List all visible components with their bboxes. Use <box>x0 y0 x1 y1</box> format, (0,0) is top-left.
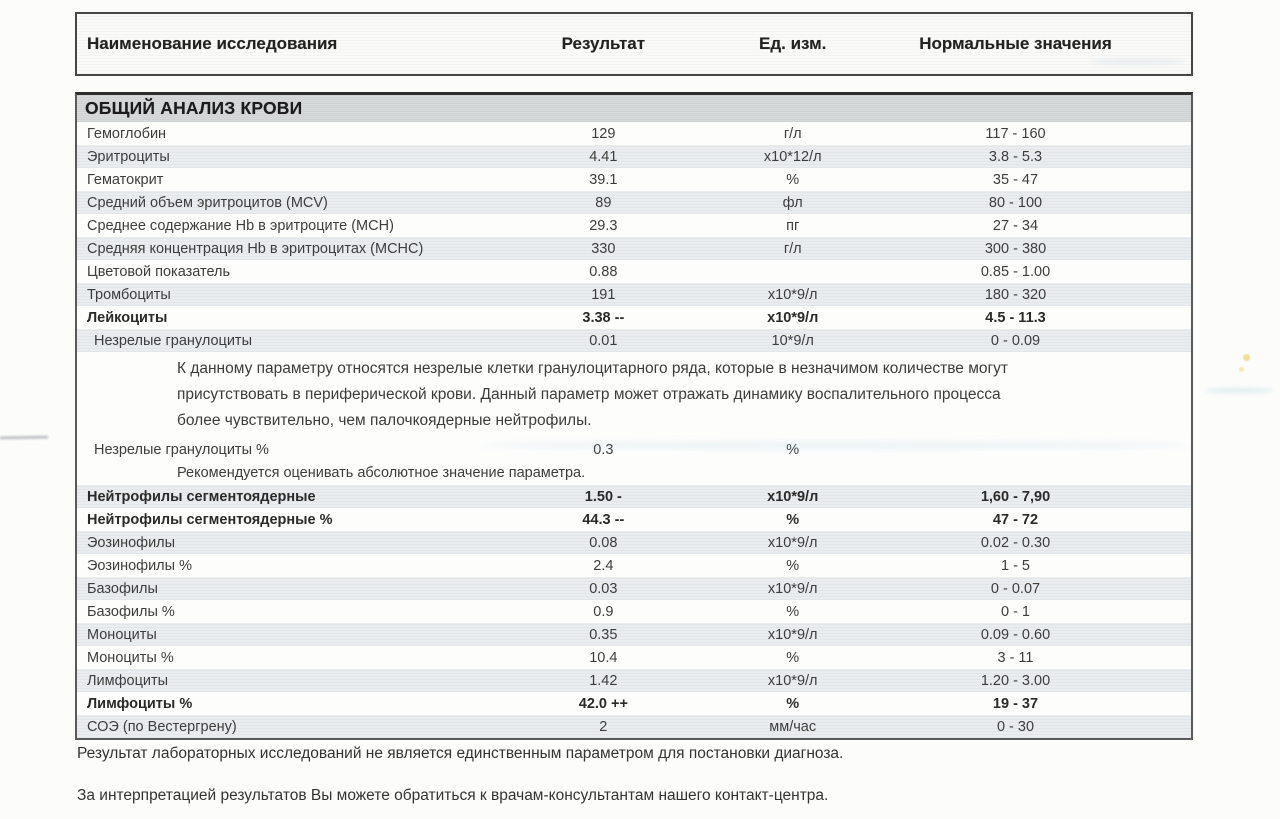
cell-result: 2 <box>599 718 608 735</box>
cell-name: Лейкоциты <box>87 309 168 326</box>
table-row <box>77 122 1191 145</box>
table-row <box>77 485 1191 508</box>
table-row <box>77 329 1191 352</box>
cell-result: 0.9 <box>593 603 614 620</box>
cell-name: Базофилы <box>87 580 158 597</box>
cell-result: 330 <box>591 240 616 257</box>
cell-normal: 47 - 72 <box>992 511 1039 528</box>
cell-units: фл <box>782 194 803 211</box>
cell-normal: 0 - 0.09 <box>990 332 1041 349</box>
cell-units: х10*12/л <box>763 148 822 165</box>
cell-result: 0.01 <box>589 332 618 349</box>
cell-units: г/л <box>783 125 802 142</box>
cell-name: Незрелые гранулоциты <box>94 332 252 349</box>
cell-name: Цветовой показатель <box>87 263 231 280</box>
cell-units: % <box>786 695 800 712</box>
cell-name: Гемоглобин <box>87 125 167 142</box>
table-row <box>77 692 1191 715</box>
cell-name: Средний объем эритроцитов (MCV) <box>87 194 328 211</box>
cell-normal: 27 - 34 <box>992 217 1039 234</box>
cell-result: 1.50 - <box>584 488 622 505</box>
cell-normal: 117 - 160 <box>985 125 1046 142</box>
table-row <box>77 145 1191 168</box>
cell-result: 0.35 <box>589 626 618 643</box>
cell-name: Лимфоциты <box>87 672 169 689</box>
cell-result: 0.88 <box>589 263 618 280</box>
cell-name: Эозинофилы % <box>87 557 192 574</box>
note-row: К данному параметру относятся незрелые клетки гранулоцитарного ряда, которые в незначимом количестве могут присутствовать в периферической крови. Данный параметр может отражать динамику воспалительного процесса более чувствительно, чем палочкоядерные нейтрофилы. <box>177 360 1009 429</box>
cell-normal: 1.20 - 3.00 <box>980 672 1051 689</box>
scan-artifact-wisp <box>1205 388 1273 393</box>
cell-result: 129 <box>591 125 616 142</box>
cell-normal: 3 - 11 <box>997 649 1034 666</box>
cell-units: мм/час <box>769 718 817 735</box>
cell-result: 0.03 <box>589 580 618 597</box>
table-row <box>77 531 1191 554</box>
header-col-normal: Нормальные значения <box>919 34 1112 53</box>
table-row <box>77 214 1191 237</box>
footer-disclaimer: Результат лабораторных исследований не является единственным параметром для постановки диагноза. <box>77 745 844 762</box>
note-row: Рекомендуется оценивать абсолютное значение параметра. <box>177 465 586 481</box>
cell-units: % <box>786 441 800 458</box>
scan-artifact-speck <box>1243 354 1250 361</box>
cell-result: 39.1 <box>589 171 618 188</box>
cell-result: 89 <box>595 194 612 211</box>
cell-result: 10.4 <box>589 649 618 666</box>
cell-name: Моноциты <box>87 626 157 643</box>
table-row <box>77 168 1191 191</box>
cell-name: Эозинофилы <box>87 534 176 551</box>
cell-units: пг <box>786 217 800 234</box>
table-row <box>77 669 1191 692</box>
cell-units: % <box>786 557 800 574</box>
cell-units: % <box>786 171 800 188</box>
cell-name: Моноциты % <box>87 649 174 666</box>
cell-name: Лимфоциты % <box>87 695 193 712</box>
cell-normal: 0.02 - 0.30 <box>980 534 1051 551</box>
table-row <box>77 577 1191 600</box>
cell-normal: 35 - 47 <box>992 171 1039 188</box>
scan-artifact-speck <box>1239 367 1244 372</box>
table-header <box>75 12 1193 76</box>
table-row <box>77 600 1191 623</box>
cell-name: Среднее содержание Hb в эритроците (MCH) <box>87 217 394 234</box>
cell-normal: 19 - 37 <box>992 695 1039 712</box>
cell-units: х10*9/л <box>767 286 818 303</box>
cell-result: 0.3 <box>593 441 614 458</box>
cell-normal: 1 - 5 <box>1000 557 1030 574</box>
cell-normal: 0.85 - 1.00 <box>980 263 1051 280</box>
cell-name: Тромбоциты <box>87 286 171 303</box>
cell-units: % <box>786 603 800 620</box>
cell-normal: 0 - 30 <box>996 718 1035 735</box>
cell-normal: 0 - 0.07 <box>990 580 1041 597</box>
cell-normal: 300 - 380 <box>984 240 1047 257</box>
scan-artifact-dash <box>0 436 48 440</box>
cell-normal: 4.5 - 11.3 <box>985 309 1046 326</box>
cell-units: % <box>786 511 800 528</box>
cell-normal: 1,60 - 7,90 <box>980 488 1051 505</box>
header-col-result: Результат <box>561 34 646 53</box>
section-header: ОБЩИЙ АНАЛИЗ КРОВИ <box>77 95 1191 122</box>
cell-result: 1.42 <box>589 672 618 689</box>
cell-name: Эритроциты <box>87 148 170 165</box>
cell-units: 10*9/л <box>771 332 814 349</box>
cell-name: Нейтрофилы сегментоядерные <box>87 488 316 505</box>
results-table <box>75 92 1193 740</box>
cell-units: х10*9/л <box>767 580 818 597</box>
cell-units: х10*9/л <box>767 626 818 643</box>
header-col-name: Наименование исследования <box>87 34 338 53</box>
cell-normal: 3.8 - 5.3 <box>988 148 1043 165</box>
cell-result: 191 <box>591 286 616 303</box>
table-row <box>77 554 1191 577</box>
table-row <box>77 191 1191 214</box>
footer-contact-note: За интерпретацией результатов Вы можете обратиться к врачам-консультантам нашего контакт-центра. <box>77 787 829 804</box>
cell-result: 4.41 <box>589 148 618 165</box>
cell-result: 44.3 -- <box>582 511 625 528</box>
cell-units: х10*9/л <box>767 672 818 689</box>
table-header-row <box>77 14 1191 74</box>
cell-units: х10*9/л <box>767 309 819 326</box>
table-row <box>77 715 1191 738</box>
cell-normal: 0 - 1 <box>1000 603 1030 620</box>
table-body <box>77 122 1191 738</box>
cell-result: 42.0 ++ <box>578 695 628 712</box>
cell-normal: 80 - 100 <box>988 194 1043 211</box>
table-row <box>77 260 1191 283</box>
cell-result: 2.4 <box>593 557 614 574</box>
cell-normal: 0.09 - 0.60 <box>980 626 1051 643</box>
cell-name: Гематокрит <box>87 171 164 188</box>
cell-name: Нейтрофилы сегментоядерные % <box>87 511 333 528</box>
cell-result: 3.38 -- <box>582 309 625 326</box>
cell-units: х10*9/л <box>767 534 818 551</box>
table-row <box>77 438 1191 461</box>
table-row <box>77 646 1191 669</box>
table-row <box>77 508 1191 531</box>
table-row <box>77 283 1191 306</box>
cell-result: 0.08 <box>589 534 618 551</box>
cell-name: Базофилы % <box>87 603 175 620</box>
cell-name: Средняя концентрация Hb в эритроцитах (MCHC) <box>87 240 424 257</box>
cell-units: х10*9/л <box>767 488 819 505</box>
cell-result: 29.3 <box>589 217 618 234</box>
table-row <box>77 623 1191 646</box>
cell-name: СОЭ (по Вестергрену) <box>87 718 237 735</box>
table-row <box>77 306 1191 329</box>
cell-units: г/л <box>783 240 802 257</box>
cell-normal: 180 - 320 <box>984 286 1047 303</box>
header-col-units: Ед. изм. <box>759 34 827 53</box>
cell-units: % <box>786 649 800 666</box>
cell-name: Незрелые гранулоциты % <box>94 441 269 458</box>
table-row <box>77 237 1191 260</box>
